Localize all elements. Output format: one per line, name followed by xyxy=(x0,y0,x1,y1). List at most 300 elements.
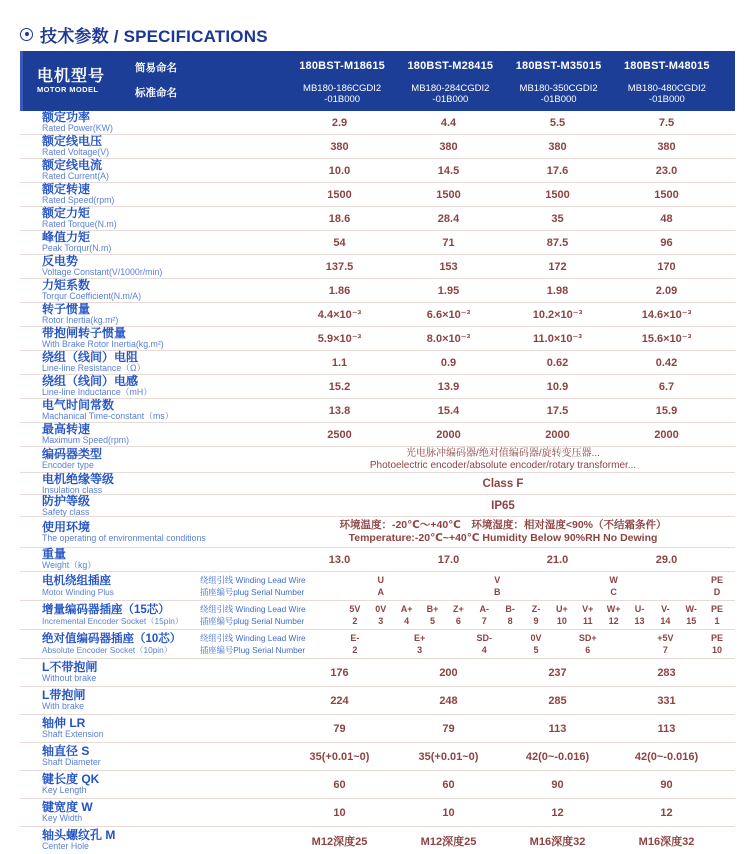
row-label-cn: 带抱闸转子惯量 xyxy=(42,326,127,341)
row-label-cn: 绕组（线间）电感 xyxy=(42,374,139,389)
spec-value: 0.9 xyxy=(440,356,457,369)
row-label xyxy=(20,111,285,134)
spec-row xyxy=(20,799,735,827)
row-label-cn: 额定功率 xyxy=(42,110,91,125)
pin-cell: 5 xyxy=(430,616,436,626)
spec-value: 35(+0.01~0) xyxy=(309,750,370,763)
spec-row xyxy=(20,715,735,743)
pin-cell: U xyxy=(377,574,385,585)
pin-name-line xyxy=(342,603,730,616)
pin-cell: U+ xyxy=(555,603,568,614)
pin-cell: B xyxy=(493,587,501,597)
row-label-en: With Brake Rotor Inertia(kg.m²) xyxy=(42,339,164,350)
spec-row-pins xyxy=(20,601,735,630)
row-label-cn: 电气时间常数 xyxy=(42,398,115,413)
row-label xyxy=(20,745,285,768)
pin-cell: D xyxy=(713,587,721,597)
pin-cell: 10 xyxy=(556,616,567,626)
spec-row xyxy=(20,183,735,207)
spec-value: 17.0 xyxy=(437,553,460,566)
serial-number-sublabel: 插座编号plug Serial Number xyxy=(200,587,305,597)
spec-row xyxy=(20,207,735,231)
row-label xyxy=(20,303,285,326)
spec-value: 2.09 xyxy=(655,284,678,297)
model-simple-name: 180BST-M18615 xyxy=(299,60,385,72)
row-label-en: Motor Winding Plus xyxy=(42,586,114,597)
spec-row-span xyxy=(20,447,735,473)
spec-row xyxy=(20,548,735,572)
spec-value: 5.5 xyxy=(549,116,566,129)
spec-value: 176 xyxy=(330,666,349,679)
row-sublabels xyxy=(200,603,342,628)
row-label-en: Rated Speed(rpm) xyxy=(42,195,115,206)
pin-cell: W xyxy=(609,574,618,585)
row-span-value xyxy=(285,519,721,546)
spec-value: 12 xyxy=(660,806,673,819)
spec-value: 17.5 xyxy=(546,404,569,417)
pin-cell: 4 xyxy=(404,616,410,626)
spec-value: 2500 xyxy=(327,428,352,441)
spec-row xyxy=(20,327,735,351)
pin-number-line xyxy=(342,644,730,657)
row-label-cn: 额定转速 xyxy=(42,182,91,197)
spec-value: 28.4 xyxy=(437,212,460,225)
spec-row xyxy=(20,423,735,447)
pin-cell: A- xyxy=(479,603,489,614)
row-span-value xyxy=(285,448,721,472)
row-label-en: Machanical Time-constant（ms） xyxy=(42,411,174,422)
spec-value: 113 xyxy=(548,722,567,735)
row-label xyxy=(20,521,285,544)
spec-row-span xyxy=(20,517,735,548)
model-simple-name: 180BST-M28415 xyxy=(407,60,494,72)
pin-cell: A+ xyxy=(400,603,413,614)
pin-cell: E- xyxy=(350,632,360,643)
spec-value: 5.9×10⁻³ xyxy=(317,333,362,345)
spec-row xyxy=(20,375,735,399)
spec-value: 1.95 xyxy=(437,284,460,297)
model-column-header xyxy=(613,51,721,111)
motor-model-label-en: MOTOR MODEL xyxy=(37,85,99,94)
pin-cell: PE xyxy=(711,632,724,643)
table-body xyxy=(20,111,735,854)
row-label xyxy=(20,661,285,684)
spec-value: 23.0 xyxy=(655,164,678,177)
row-label-cn: 额定线电压 xyxy=(42,134,103,149)
model-column-header xyxy=(505,51,613,111)
serial-number-sublabel: 插座编号Plug Serial Number xyxy=(200,645,306,655)
row-label xyxy=(20,773,285,796)
pin-cell: Z+ xyxy=(453,603,464,614)
row-label xyxy=(20,135,285,158)
spec-value: 137.5 xyxy=(325,260,354,273)
spec-value: 35(+0.01~0) xyxy=(418,750,479,763)
spec-value: 285 xyxy=(548,694,567,707)
pin-cell: V xyxy=(494,574,501,585)
row-label-cn: 键宽度 W xyxy=(42,800,93,815)
pin-cell: SD- xyxy=(476,632,492,643)
pin-cell: W- xyxy=(685,603,697,614)
row-label xyxy=(20,279,285,302)
pin-cell: PE xyxy=(711,574,724,585)
spec-row-pins xyxy=(20,572,735,601)
pin-cell: W+ xyxy=(606,603,621,614)
row-label xyxy=(20,473,285,496)
spec-value: 90 xyxy=(660,778,673,791)
span-value-line: Class F xyxy=(482,477,524,490)
spec-row xyxy=(20,827,735,854)
row-label-cn: 编码器类型 xyxy=(42,447,103,462)
spec-row xyxy=(20,351,735,375)
pin-cell: 12 xyxy=(608,616,619,626)
pin-cell: 15 xyxy=(686,616,697,626)
spec-value: 153 xyxy=(439,260,458,273)
spec-value: 6.6×10⁻³ xyxy=(426,309,471,321)
span-value-line: 光电脉冲编码器/绝对值编码器/旋转变压器... xyxy=(406,447,600,459)
row-label-en: Line-line Resistance（Ω） xyxy=(42,363,146,374)
row-label-en: Rotor Inertia(kg.m²) xyxy=(42,315,119,326)
row-label-en: Line-line Inductance（mH） xyxy=(42,387,153,398)
pin-cell: B+ xyxy=(426,603,439,614)
pin-cell: 8 xyxy=(507,616,513,626)
model-standard-name: MB180-350CGDI2 -01B000 xyxy=(519,83,598,105)
pin-cell: 3 xyxy=(417,645,423,655)
row-label xyxy=(20,159,285,182)
pin-cell: A xyxy=(377,587,385,597)
spec-value: 11.0×10⁻³ xyxy=(533,333,582,345)
row-label-en: Maximum Speed(rpm) xyxy=(42,435,130,446)
table-header xyxy=(20,51,735,111)
row-label xyxy=(20,689,285,712)
row-label-en: Incremental Encoder Socket（15pin） xyxy=(42,615,184,626)
row-span-value xyxy=(285,478,721,491)
spec-value: 15.2 xyxy=(328,380,351,393)
pin-cell: 13 xyxy=(634,616,645,626)
pin-cell: 2 xyxy=(352,616,358,626)
row-label-cn: 绕组（线间）电阻 xyxy=(42,350,139,365)
spec-value: 6.7 xyxy=(658,380,675,393)
model-column-header xyxy=(396,51,504,111)
spec-row xyxy=(20,231,735,255)
pin-cell: 0V xyxy=(375,603,387,614)
pin-cell: +5V xyxy=(657,632,674,643)
spec-value: 48 xyxy=(660,212,673,225)
spec-value: 0.42 xyxy=(655,356,678,369)
spec-value: M16深度32 xyxy=(638,835,695,848)
spec-value: 13.9 xyxy=(437,380,460,393)
row-label-cn: 反电势 xyxy=(42,254,79,269)
spec-value: 79 xyxy=(442,722,455,735)
row-label-cn: 使用环境 xyxy=(42,519,91,534)
row-label xyxy=(20,399,285,422)
section-title-text: 技术参数 / SPECIFICATIONS xyxy=(40,26,268,46)
row-label xyxy=(20,207,285,230)
row-label-cn: 重量 xyxy=(42,547,67,562)
spec-value: 12 xyxy=(551,806,564,819)
spec-value: 29.0 xyxy=(655,553,678,566)
row-label-cn: 增量编码器插座（15芯） xyxy=(42,603,170,616)
spec-value: 21.0 xyxy=(546,553,569,566)
pin-grid xyxy=(342,574,730,599)
pin-cell: B- xyxy=(505,603,515,614)
spec-value: 10.9 xyxy=(546,380,569,393)
row-label-cn: 力矩系数 xyxy=(42,278,91,293)
spec-value: 237 xyxy=(548,666,567,679)
standard-name-label: 标准命名 xyxy=(135,87,177,99)
spec-value: 1500 xyxy=(654,188,679,201)
spec-row xyxy=(20,771,735,799)
spec-value: 4.4 xyxy=(440,116,457,129)
pin-cell: 14 xyxy=(660,616,671,626)
spec-value: 1500 xyxy=(545,188,570,201)
row-label-cn: 电机绝缘等级 xyxy=(42,472,115,486)
spec-value: 71 xyxy=(442,236,455,249)
spec-value: 42(0~-0.016) xyxy=(525,750,590,763)
row-label-cn: 峰值力矩 xyxy=(42,230,91,245)
spec-value: 2000 xyxy=(436,428,461,441)
model-simple-name: 180BST-M35015 xyxy=(515,60,602,72)
spec-row xyxy=(20,255,735,279)
spec-value: 15.9 xyxy=(655,404,678,417)
spec-value: M16深度32 xyxy=(529,835,586,848)
spec-value: 1500 xyxy=(327,188,352,201)
spec-value: 170 xyxy=(657,260,676,273)
pin-grid xyxy=(342,632,730,657)
spec-value: 90 xyxy=(551,778,564,791)
row-span-value xyxy=(285,500,721,513)
spec-value: 283 xyxy=(657,666,676,679)
model-standard-name: MB180-480CGDI2 -01B000 xyxy=(627,83,706,105)
model-standard-name: MB180-186CGDI2 -01B000 xyxy=(303,83,382,105)
spec-value: 380 xyxy=(657,140,676,153)
row-label xyxy=(20,633,200,656)
spec-row xyxy=(20,111,735,135)
row-label-cn: 电机绕组插座 xyxy=(42,574,111,587)
row-label-en: Rated Voltage(V) xyxy=(42,147,109,158)
pin-cell: E+ xyxy=(413,632,426,643)
spec-value: 79 xyxy=(333,722,346,735)
spec-value: 60 xyxy=(442,778,455,791)
row-label xyxy=(20,495,285,518)
spec-value: 96 xyxy=(660,236,673,249)
row-label-en: Shaft Extension xyxy=(42,729,104,740)
spec-value: M12深度25 xyxy=(311,835,368,848)
pin-cell: 7 xyxy=(481,616,487,626)
spec-value: 248 xyxy=(439,694,458,707)
spec-value: 2000 xyxy=(654,428,679,441)
spec-value: 17.6 xyxy=(546,164,569,177)
pin-cell: SD+ xyxy=(578,632,597,643)
motor-model-label-cn: 电机型号 xyxy=(37,68,106,85)
row-label-en: Shaft Diameter xyxy=(42,757,101,768)
pin-cell: V- xyxy=(661,603,670,614)
spec-value: 2000 xyxy=(545,428,570,441)
lead-wire-sublabel: 绕组引线 Winding Lead Wire xyxy=(200,632,306,643)
spec-value: 331 xyxy=(657,694,676,707)
row-label-en: Rated Power(KW) xyxy=(42,123,113,134)
spec-value: 8.0×10⁻³ xyxy=(426,333,471,345)
row-label-cn: 额定线电流 xyxy=(42,158,103,173)
pin-grid xyxy=(342,603,730,628)
pin-cell: 6 xyxy=(455,616,461,626)
row-label-en: Rated Current(A) xyxy=(42,171,109,182)
row-label xyxy=(20,717,285,740)
row-label-cn: 轴伸 LR xyxy=(42,716,86,731)
spec-value: 14.6×10⁻³ xyxy=(641,309,692,321)
spec-value: 380 xyxy=(330,140,349,153)
row-label-en: Without brake xyxy=(42,673,97,684)
spec-row xyxy=(20,687,735,715)
pin-cell: 3 xyxy=(378,616,384,626)
section-title xyxy=(20,24,735,44)
spec-value: 1.1 xyxy=(331,356,348,369)
spec-value: 15.4 xyxy=(437,404,460,417)
spec-row xyxy=(20,659,735,687)
row-label-en: Peak Torqur(N.m) xyxy=(42,243,112,254)
row-label xyxy=(20,548,285,571)
spec-value: 10.2×10⁻³ xyxy=(532,309,583,321)
span-value-line: Temperature:-20℃~+40℃ Humidity Below 90%RH No Dewing xyxy=(348,532,658,544)
row-sublabels xyxy=(200,632,342,657)
spec-value: 380 xyxy=(548,140,567,153)
spec-value: 4.4×10⁻³ xyxy=(317,309,362,321)
row-label-cn: 最高转速 xyxy=(42,422,91,437)
row-label-cn: L不带抱闸 xyxy=(42,660,98,675)
pin-cell: PE xyxy=(711,603,724,614)
pin-cell: 5 xyxy=(533,645,539,655)
row-label-en: Insulation class xyxy=(42,485,103,495)
spec-value: 10 xyxy=(333,806,346,819)
row-label-cn: 轴直径 S xyxy=(42,744,90,759)
row-label-cn: 防护等级 xyxy=(42,494,91,508)
simple-name-label: 简易命名 xyxy=(135,62,177,74)
spec-value: 1.86 xyxy=(328,284,351,297)
row-label-en: Key Width xyxy=(42,813,83,824)
pin-cell: 1 xyxy=(714,616,720,626)
specifications-table xyxy=(20,51,735,854)
row-label-en: With brake xyxy=(42,701,85,712)
pin-cell: 2 xyxy=(352,645,358,655)
row-label-cn: L带抱闸 xyxy=(42,688,86,703)
pin-number-line xyxy=(342,586,730,599)
row-label xyxy=(20,255,285,278)
naming-labels xyxy=(131,51,177,111)
lead-wire-sublabel: 绕组引线 Winding Lead Wire xyxy=(200,603,306,614)
spec-value: 35 xyxy=(551,212,564,225)
spec-value: 14.5 xyxy=(437,164,460,177)
spec-row xyxy=(20,159,735,183)
row-label-en: Center Hole xyxy=(42,841,89,852)
pin-cell: 4 xyxy=(481,645,487,655)
serial-number-sublabel: 插座编号plug Serial Number xyxy=(200,616,305,626)
pin-cell: 10 xyxy=(712,645,723,655)
model-standard-name: MB180-284CGDI2 -01B000 xyxy=(411,83,490,105)
row-label xyxy=(20,231,285,254)
row-label-cn: 额定力矩 xyxy=(42,206,91,221)
spec-row-span xyxy=(20,495,735,517)
row-label-en: Safety class xyxy=(42,507,90,517)
spec-value: 172 xyxy=(548,260,567,273)
row-label xyxy=(20,375,285,398)
row-label-en: Absolute Encoder Socket（10pin） xyxy=(42,644,173,655)
section-bullet-icon xyxy=(20,28,33,41)
spec-value: 113 xyxy=(657,722,676,735)
span-value-line: Photoelectric encoder/absolute encoder/rotary transformer... xyxy=(369,459,637,471)
row-label xyxy=(20,423,285,446)
row-label xyxy=(20,575,200,598)
row-label-cn: 绝对值编码器插座（10芯） xyxy=(42,632,182,645)
pin-cell: 11 xyxy=(582,616,593,626)
pin-cell: V+ xyxy=(582,603,594,614)
spec-value: 200 xyxy=(439,666,458,679)
spec-value: 1.98 xyxy=(546,284,569,297)
spec-value: 13.8 xyxy=(328,404,351,417)
row-label-cn: 转子惯量 xyxy=(42,302,91,317)
spec-row xyxy=(20,399,735,423)
pin-cell: Z- xyxy=(531,603,541,614)
spec-value: 60 xyxy=(333,778,346,791)
row-label-en: Torqur Coefficient(N.m/A) xyxy=(42,291,142,302)
row-label xyxy=(20,327,285,350)
row-label-en: Rated Torque(N.m) xyxy=(42,219,117,230)
spec-value: 10.0 xyxy=(328,164,351,177)
spec-value: 87.5 xyxy=(546,236,569,249)
model-column-header xyxy=(288,51,396,111)
row-label xyxy=(20,801,285,824)
spec-value: 0.62 xyxy=(546,356,569,369)
span-value-line: 环境温度：-20℃～+40℃ 环境湿度：相对湿度<90%（不结霜条件） xyxy=(339,518,667,531)
pin-name-line xyxy=(342,632,730,645)
row-label-cn: 键长度 QK xyxy=(42,772,100,787)
spec-row xyxy=(20,743,735,771)
model-simple-name: 180BST-M48015 xyxy=(623,60,710,72)
spec-row xyxy=(20,135,735,159)
motor-model-label xyxy=(23,68,131,94)
spec-value: 18.6 xyxy=(328,212,351,225)
pin-cell: 6 xyxy=(585,645,591,655)
pin-cell: U- xyxy=(634,603,645,614)
row-sublabels xyxy=(200,574,342,599)
row-label xyxy=(20,351,285,374)
row-label-en: Voltage Constant(V/1000r/min) xyxy=(42,267,163,278)
row-label-en: Key Length xyxy=(42,785,87,796)
spec-value: 10 xyxy=(442,806,455,819)
pin-number-line xyxy=(342,615,730,628)
spec-value: 224 xyxy=(330,694,349,707)
row-label-en: The operating of environmental conditions xyxy=(42,532,206,543)
pin-cell: C xyxy=(610,587,617,597)
spec-value: 2.9 xyxy=(331,116,348,129)
row-label-en: Encoder type xyxy=(42,460,94,471)
row-label xyxy=(20,183,285,206)
span-value-line: IP65 xyxy=(491,499,515,512)
row-label xyxy=(20,829,285,852)
row-label xyxy=(20,448,285,471)
row-label-cn: 轴头螺纹孔 M xyxy=(42,828,116,843)
pin-cell: 9 xyxy=(533,616,539,626)
pin-cell: 0V xyxy=(530,632,542,643)
spec-value: 380 xyxy=(439,140,458,153)
spec-row xyxy=(20,279,735,303)
spec-value: M12深度25 xyxy=(420,835,477,848)
row-label-en: Weight（kg） xyxy=(42,560,97,571)
spec-row xyxy=(20,303,735,327)
spec-value: 54 xyxy=(333,236,346,249)
spec-value: 42(0~-0.016) xyxy=(634,750,699,763)
spec-value: 7.5 xyxy=(658,116,675,129)
spec-value: 13.0 xyxy=(328,553,351,566)
lead-wire-sublabel: 绕组引线 Winding Lead Wire xyxy=(200,574,306,585)
